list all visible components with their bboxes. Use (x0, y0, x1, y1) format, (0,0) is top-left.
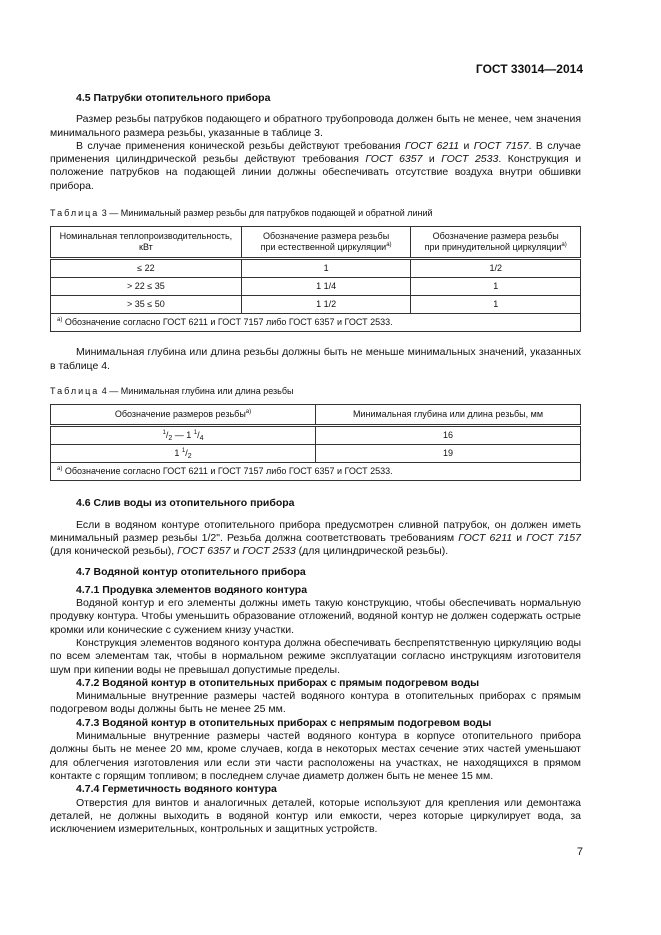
table-3-header-cell: Обозначение размера резьбы при принудительной циркуляции$^{а)}$ (411, 227, 581, 259)
table-3-caption: Таблица 3 — Минимальный размер резьбы для патрубков подающей и обратной линий (50, 208, 433, 219)
section-4-6-title: 4.6 Слив воды из отопительного прибора (76, 497, 295, 510)
document-id: ГОСТ 33014—2014 (475, 62, 583, 76)
table-cell: 16 (316, 426, 581, 445)
section-4-7-4-title: 4.7.4 Герметичность водяного контура (76, 783, 277, 796)
page-content (50, 92, 581, 836)
table-4-footnote-row (51, 463, 581, 481)
section-4-6-paragraph: Если в водяном контуре отопительного прибора предусмотрен сливной патрубок, он должен иметь минимальный размер резьбы 1/2". Резьба должна соответствовать требованиям ГОСТ 6211 и ГОСТ 7157 (для конической резьбы), ГОСТ 6357 и ГОСТ 2533 (для цилиндрической резьбы). (50, 518, 581, 558)
page-number: 7 (576, 846, 583, 858)
table-cell: 1 1/4 (241, 278, 411, 296)
section-4-7-3-paragraph: Минимальные внутренние размеры частей водяного контура в корпусе отопительного прибора должны быть не менее 20 мм, кроме случаев, когда в некоторых местах сечение этих частей уменьшают для облегчения изготовления или если эти части расположены на участках, не находящихся в прямом контакте с горящим топливом; в последнем случае диаметр должен быть не менее 15 мм. (50, 730, 581, 782)
ref-gost-6357: ГОСТ 6357 (177, 545, 231, 558)
table-cell: 1 (411, 278, 581, 296)
table-cell: 1 (241, 259, 411, 278)
table-4-header-cell: Обозначение размеров резьбы$^{а)}$ (51, 405, 316, 426)
after-table-3-paragraph: Минимальная глубина или длина резьбы должны быть не меньше минимальных значений, указанных в таблице 4. (50, 346, 581, 372)
ref-gost-2533: ГОСТ 2533 (242, 545, 296, 558)
table-row (51, 445, 581, 463)
table-row (51, 259, 581, 278)
table-3 (50, 226, 581, 332)
table-cell: 1 1/2 (241, 296, 411, 314)
table-4-footnote: $^{а)}$ Обозначение согласно ГОСТ 6211 и ГОСТ 7157 либо ГОСТ 6357 и ГОСТ 2533. (51, 463, 581, 481)
table-cell: 19 (316, 445, 581, 463)
table-row (51, 278, 581, 296)
ref-gost-6211: ГОСТ 6211 (404, 139, 460, 152)
table-4-header-row (51, 405, 581, 426)
table-row (51, 426, 581, 445)
section-4-5-paragraph-2: В случае применения конической резьбы действуют требования ГОСТ 6211 и ГОСТ 7157. В случае применения цилиндрической резьбы действуют требования ГОСТ 6357 и ГОСТ 2533. Конструкция и положение патрубков на подающей линии должны обеспечивать отсутствие воздуха внутри обшивки прибора. (50, 139, 581, 192)
table-cell: $^1/_2$ — 1 $^1/_4$ (51, 426, 316, 445)
table-4-header-cell: Минимальная глубина или длина резьбы, мм (316, 405, 581, 426)
ref-gost-7157: ГОСТ 7157 (526, 531, 581, 544)
section-4-7-3-title: 4.7.3 Водяной контур в отопительных приборах с непрямым подогревом воды (76, 716, 492, 729)
table-4 (50, 404, 581, 481)
table-cell: ≤ 22 (51, 259, 242, 278)
section-4-7-title: 4.7 Водяной контур отопительного прибора (76, 566, 306, 579)
section-4-7-2-paragraph: Минимальные внутренние размеры частей водяного контура в отопительных приборах с прямым подогревом воды должны быть не менее 25 мм. (50, 690, 581, 716)
table-cell: > 22 ≤ 35 (51, 278, 242, 296)
section-4-5-paragraph-1: Размер резьбы патрубков подающего и обратного трубопровода должен быть не менее, чем значения минимального размера резьбы, указанные в таблице 3. (50, 113, 581, 139)
table-4-caption: Таблица 4 — Минимальная глубина или длина резьбы (50, 385, 294, 396)
table-3-footnote: $^{а)}$ Обозначение согласно ГОСТ 6211 и ГОСТ 7157 либо ГОСТ 6357 и ГОСТ 2533. (51, 314, 581, 332)
section-4-7-4-paragraph: Отверстия для винтов и аналогичных деталей, которые используют для крепления или демонтажа деталей, не должны выходить в водяной контур или емкости, через которые циркулирует вода, за исключением измерительных, контрольных и защитных устройств. (50, 796, 581, 836)
table-3-header-cell: Номинальная теплопроизводительность, кВт (51, 227, 242, 259)
ref-gost-2533: ГОСТ 2533 (441, 153, 499, 166)
ref-gost-6211: ГОСТ 6211 (458, 531, 513, 544)
ref-gost-6357: ГОСТ 6357 (365, 153, 423, 166)
table-cell: 1/2 (411, 259, 581, 278)
table-3-header-row (51, 227, 581, 259)
section-4-7-1-paragraph-1: Водяной контур и его элементы должны иметь такую конструкцию, чтобы обеспечивать нормальную продувку контура. Чтобы уменьшить образование отложений, водяной контур не должен содержать острые кромки или конические с сужением книзу участки. (50, 597, 581, 636)
table-row (51, 296, 581, 314)
section-4-7-2-title: 4.7.2 Водяной контур в отопительных приборах с прямым подогревом воды (76, 676, 480, 689)
section-4-7-1-paragraph-2: Конструкция элементов водяного контура должна обеспечивать беспрепятственную циркуляцию воды по всем элементам так, чтобы в нормальном режиме эксплуатации согласно инструкциям изготовителя шум при кипении воды не превышал допустимые пределы. (50, 636, 581, 676)
table-cell: 1 $^1/_2$ (51, 445, 316, 463)
ref-gost-7157: ГОСТ 7157 (473, 139, 529, 152)
table-3-footnote-row (51, 314, 581, 332)
table-3-header-cell: Обозначение размера резьбы при естественной циркуляции$^{а)}$ (241, 227, 411, 259)
section-4-7-1-title: 4.7.1 Продувка элементов водяного контура (76, 583, 308, 596)
table-cell: 1 (411, 296, 581, 314)
table-cell: > 35 ≤ 50 (51, 296, 242, 314)
section-4-5-title: 4.5 Патрубки отопительного прибора (76, 92, 271, 104)
